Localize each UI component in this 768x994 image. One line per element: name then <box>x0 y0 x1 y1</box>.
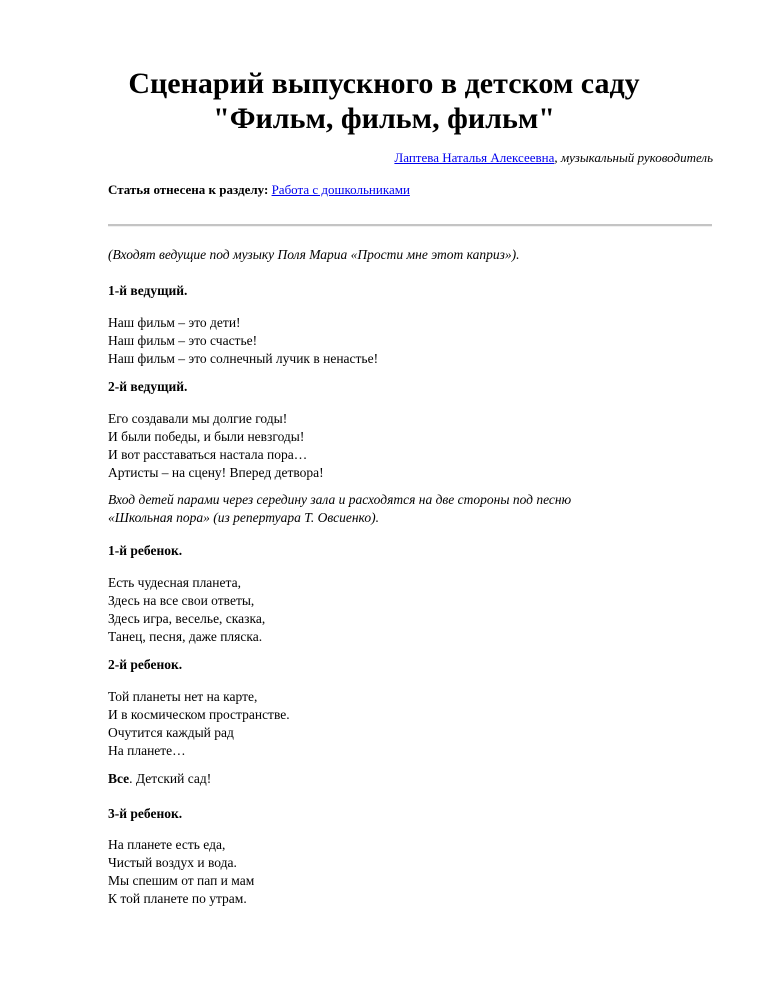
divider <box>108 224 712 227</box>
verse-line: Есть чудесная планета, <box>108 575 241 590</box>
host2-verse <box>108 410 668 482</box>
child2-heading-block <box>108 656 668 674</box>
verse-line: Наш фильм – это дети! <box>108 315 241 330</box>
all-text: . Детский сад! <box>129 771 212 786</box>
intro-direction <box>108 246 668 264</box>
child3-heading: 3-й ребенок. <box>108 806 183 821</box>
verse-line: Очутится каждый рад <box>108 725 234 740</box>
verse-line: К той планете по утрам. <box>108 891 247 906</box>
verse-line: Той планеты нет на карте, <box>108 689 258 704</box>
child1-heading: 1-й ребенок. <box>108 543 183 558</box>
host2-heading: 2-й ведущий. <box>108 379 188 394</box>
verse-line: Артисты – на сцену! Вперед детвора! <box>108 465 324 480</box>
child1-heading-block <box>108 542 668 560</box>
child2-verse <box>108 688 668 760</box>
verse-line: Здесь на все свои ответы, <box>108 593 255 608</box>
author-link[interactable]: Лаптева Наталья Алексеевна <box>394 150 555 165</box>
verse-line: На планете есть еда, <box>108 837 226 852</box>
host1-heading-block <box>108 282 668 300</box>
author-separator: , <box>554 150 558 165</box>
verse-line: Наш фильм – это счастье! <box>108 333 258 348</box>
title-line-1: Сценарий выпускного в детском саду <box>128 67 640 100</box>
author-role: музыкальный руководитель <box>560 150 713 165</box>
stage-direction-line-2: «Школьная пора» (из репертуара Т. Овсиенко). <box>108 510 379 525</box>
title-line-2: "Фильм, фильм, фильм" <box>213 102 555 135</box>
verse-line: Наш фильм – это солнечный лучик в ненастье! <box>108 351 379 366</box>
section-link[interactable]: Работа с дошкольниками <box>271 182 410 197</box>
all-label: Все <box>108 771 130 786</box>
page-title <box>60 66 708 136</box>
child2-heading: 2-й ребенок. <box>108 657 183 672</box>
verse-line: На планете… <box>108 743 186 758</box>
verse-line: И в космическом пространстве. <box>108 707 290 722</box>
verse-line: Здесь игра, веселье, сказка, <box>108 611 266 626</box>
verse-line: Чистый воздух и вода. <box>108 855 237 870</box>
stage-direction <box>108 491 668 527</box>
section-line <box>108 182 410 198</box>
child1-verse <box>108 574 668 646</box>
stage-direction-line-1: Вход детей парами через середину зала и расходятся на две стороны под песню <box>108 492 572 507</box>
verse-line: Танец, песня, даже пляска. <box>108 629 263 644</box>
section-label: Статья отнесена к разделу: <box>108 182 269 197</box>
verse-line: И вот расставаться настала пора… <box>108 447 308 462</box>
host1-verse <box>108 314 668 368</box>
verse-line: И были победы, и были невзгоды! <box>108 429 305 444</box>
host1-heading: 1-й ведущий. <box>108 283 188 298</box>
verse-line: Его создавали мы долгие годы! <box>108 411 288 426</box>
author-line <box>394 150 713 166</box>
child3-heading-block <box>108 805 668 823</box>
intro-text: (Входят ведущие под музыку Поля Мариа «Прости мне этот каприз»). <box>108 247 520 262</box>
all-line-text <box>108 770 668 788</box>
verse-line: Мы спешим от пап и мам <box>108 873 255 888</box>
all-line <box>108 770 668 788</box>
child3-verse <box>108 836 668 908</box>
host2-heading-block <box>108 378 668 396</box>
